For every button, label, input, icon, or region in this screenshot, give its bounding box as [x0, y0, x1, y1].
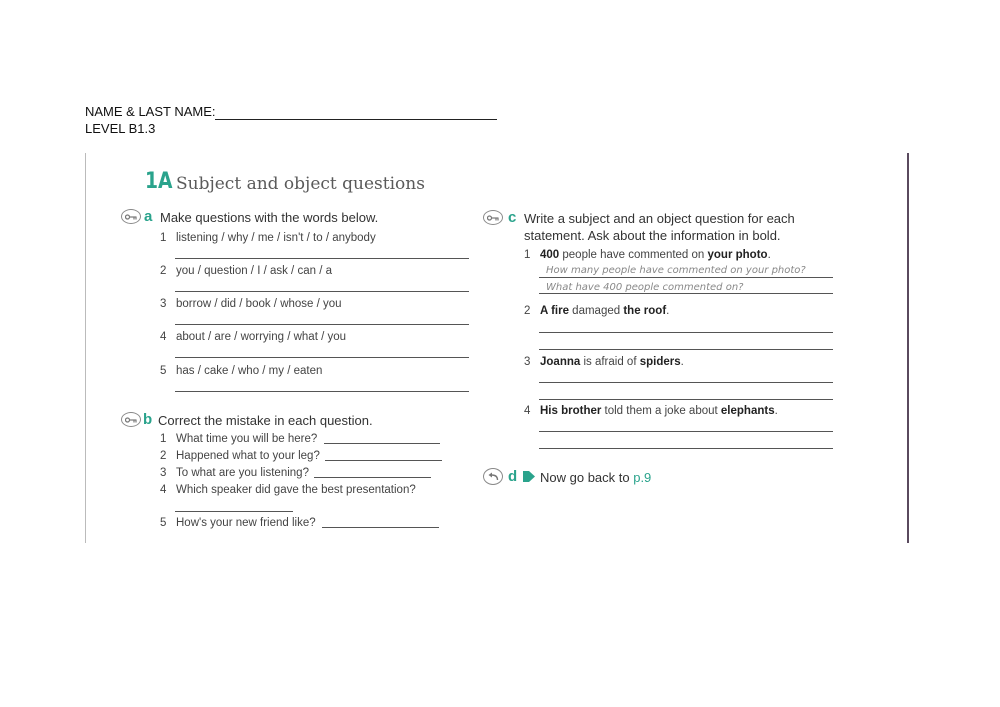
- section-a-letter: a: [144, 208, 153, 225]
- section-d-text: Now go back to p.9: [540, 470, 652, 485]
- list-item: 3 To what are you listening?: [160, 467, 309, 479]
- answer-line[interactable]: [175, 291, 469, 292]
- right-margin-rule: [907, 153, 909, 543]
- answer-line[interactable]: [314, 477, 431, 478]
- list-item: 4 about / are / worrying / what / you: [160, 331, 347, 343]
- left-margin-rule: [85, 153, 86, 543]
- answer-line[interactable]: [539, 349, 833, 350]
- unit-title: Subject and object questions: [176, 174, 425, 194]
- section-c-instruction-line1: Write a subject and an object question for each: [524, 211, 795, 226]
- list-item: 2 you / question / I / ask / can / a: [160, 265, 332, 277]
- section-a-instruction: Make questions with the words below.: [160, 210, 379, 225]
- answer-line[interactable]: [324, 443, 440, 444]
- answer-line[interactable]: [539, 293, 833, 294]
- section-d-letter: d: [508, 468, 518, 485]
- page-reference-link[interactable]: p.9: [633, 470, 652, 485]
- list-item: 3 borrow / did / book / whose / you: [160, 298, 342, 310]
- example-answer-1: How many people have commented on your photo?: [546, 265, 806, 276]
- list-item: 2 A fire damaged the roof.: [524, 305, 670, 317]
- list-item: 1 listening / why / me / isn't / to / anybody: [160, 232, 376, 244]
- name-field-line[interactable]: [215, 119, 497, 120]
- answer-line[interactable]: [175, 324, 469, 325]
- answer-line[interactable]: [539, 448, 833, 449]
- answer-line[interactable]: [175, 511, 293, 512]
- answer-line[interactable]: [175, 258, 469, 259]
- list-item: 4 Which speaker did gave the best presentation?: [160, 484, 416, 496]
- list-item: 1 400 people have commented on your photo.: [524, 249, 771, 261]
- answer-line[interactable]: [539, 277, 833, 278]
- list-item: 4 His brother told them a joke about elephants.: [524, 405, 778, 417]
- unit-number: 1A: [145, 169, 173, 194]
- key-icon: [483, 210, 503, 225]
- section-b-instruction: Correct the mistake in each question.: [158, 413, 373, 428]
- answer-line[interactable]: [322, 527, 439, 528]
- list-item: 1 What time you will be here?: [160, 433, 318, 445]
- key-icon: [121, 412, 141, 427]
- back-arrow-icon: [483, 468, 503, 485]
- answer-line[interactable]: [175, 391, 469, 392]
- go-arrow-icon: [522, 470, 536, 488]
- answer-line[interactable]: [175, 357, 469, 358]
- key-icon: [121, 209, 141, 224]
- example-answer-2: What have 400 people commented on?: [546, 282, 744, 293]
- answer-line[interactable]: [539, 431, 833, 432]
- answer-line[interactable]: [539, 399, 833, 400]
- answer-line[interactable]: [539, 382, 833, 383]
- answer-line[interactable]: [539, 332, 833, 333]
- list-item: 5 has / cake / who / my / eaten: [160, 365, 323, 377]
- list-item: 2 Happened what to your leg?: [160, 450, 320, 462]
- level-label: LEVEL B1.3: [85, 121, 156, 136]
- list-item: 3 Joanna is afraid of spiders.: [524, 356, 684, 368]
- answer-line[interactable]: [325, 460, 442, 461]
- section-c-instruction-line2: statement. Ask about the information in bold.: [524, 228, 781, 243]
- section-c-letter: c: [508, 209, 517, 226]
- name-field-label: NAME & LAST NAME:: [85, 104, 216, 119]
- section-b-letter: b: [143, 411, 153, 428]
- list-item: 5 How's your new friend like?: [160, 517, 316, 529]
